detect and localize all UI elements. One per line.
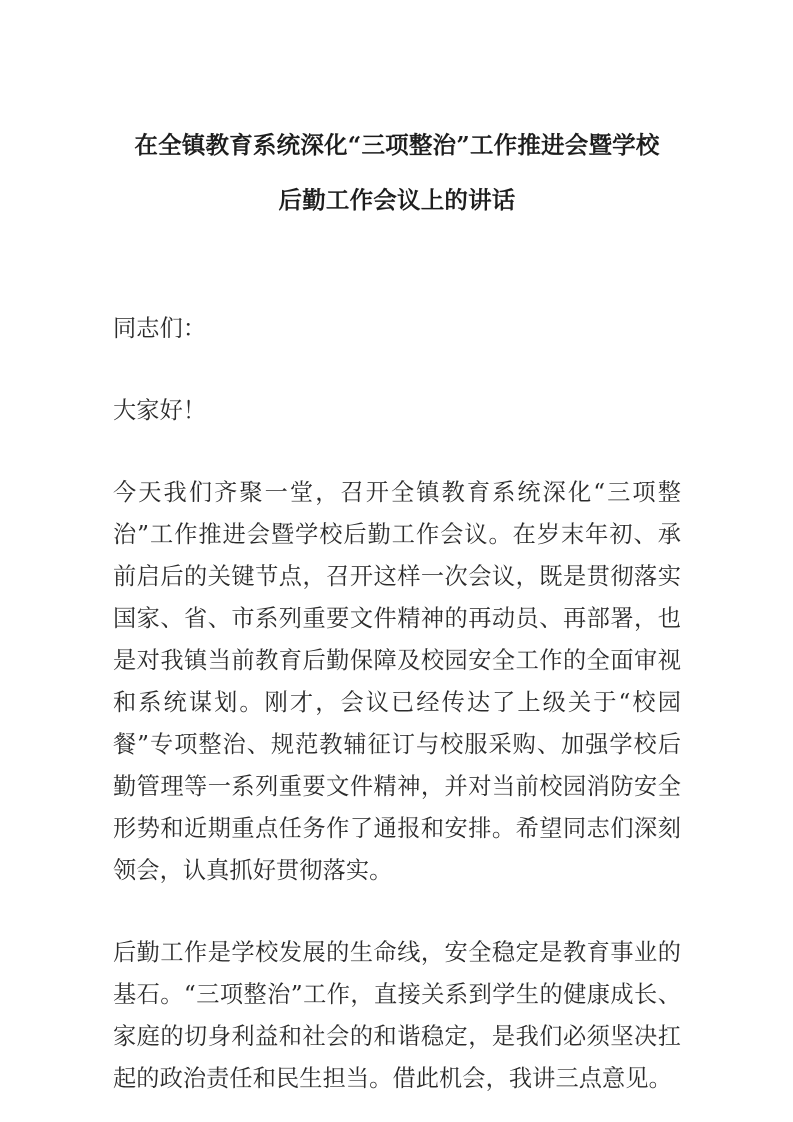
- body-paragraph-2: 后勤工作是学校发展的生命线，安全稳定是教育事业的基石。“三项整治”工作，直接关系到学生的健康成长、家庭的切身利益和社会的和谐稳定，是我们必须坚决扛起的政治责任和民生担当。借此机会，我讲三点意见。: [113, 939, 681, 1092]
- document-body: [113, 0, 681, 1100]
- page-title: [113, 0, 681, 228]
- salutation: 同志们：: [113, 315, 207, 342]
- page-title-line-1: 在全镇教育系统深化“三项整治”工作推进会暨学校: [134, 131, 660, 159]
- page-title-line-2: 后勤工作会议上的讲话: [278, 186, 516, 214]
- body-paragraph-1: 今天我们齐聚一堂，召开全镇教育系统深化“三项整治”工作推进会暨学校后勤工作会议。在岁末年初、承前启后的关键节点，召开这样一次会议，既是贯彻落实国家、省、市系列重要文件精神的再动员、再部署，也是对我镇当前教育后勤保障及校园安全工作的全面审视和系统谋划。刚才，会议已经传达了上级关于“校园餐”专项整治、规范教辅征订与校服采购、加强学校后勤管理等一系列重要文件精神，并对当前校园消防安全形势和近期重点任务作了通报和安排。希望同志们深刻领会，认真抓好贯彻落实。: [113, 479, 681, 884]
- greeting: 大家好！: [113, 397, 207, 424]
